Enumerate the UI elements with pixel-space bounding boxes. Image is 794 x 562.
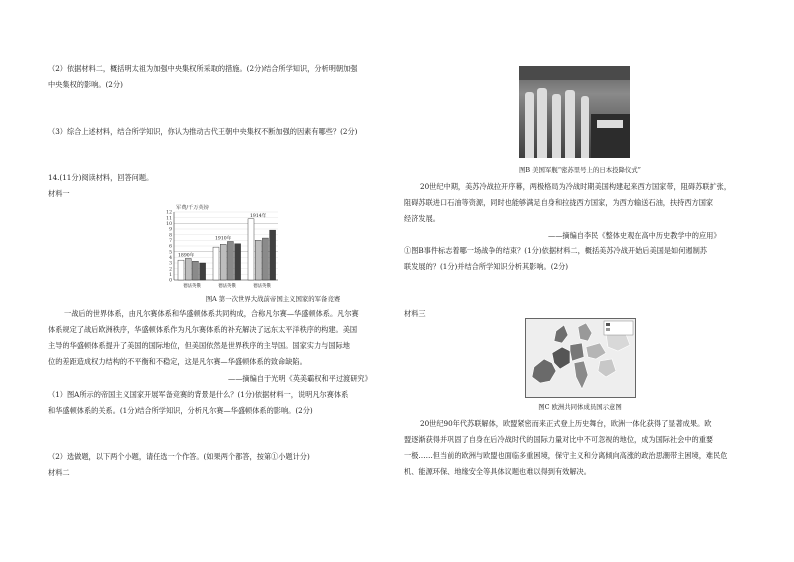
question-14-1-cont: 和华盛顿体系的关系。(1分)结合所学知识，分析凡尔赛—华盛顿体系的影响。(2分): [48, 406, 313, 415]
photo-caption: 图B 美国军舰“密苏里号上的日本投降仪式”: [519, 166, 641, 174]
bar: [248, 219, 254, 280]
material-3-line2: 盟逐渐获得并巩固了自身在后冷战时代的国际力量对比中不可忽视的地位，成为国际社会中的重要: [404, 435, 714, 444]
year-label: 1890年: [178, 253, 195, 259]
y-tick-label: 2: [169, 267, 172, 273]
y-tick-label: 10: [166, 221, 172, 227]
material-3-line4: 机、能源环保、地缘安全等具体议题也难以得到有效解决。: [404, 467, 591, 476]
material-2-line2: 阻碍苏联进口石油等资源，同时也能够满足自身和拉拢西方国家，为西方输送石油，扶持西方国家: [404, 198, 714, 207]
material-1-line2: 体系规定了战后欧洲秩序，华盛顿体系作为凡尔赛体系的补充解决了远东太平洋秩序的构建。美国: [48, 325, 358, 334]
question-14-2: （2）选做题，以下两个小题，请任选一个作答。(如果两个都答，按第①小题计分): [48, 452, 310, 461]
y-axis-label: 军费/千万英镑: [176, 205, 209, 211]
map-caption: 图C 欧洲共同体成员国示意图: [538, 403, 622, 411]
x-category-label: 德法英俄: [183, 284, 201, 289]
x-category-label: 德法英俄: [218, 284, 236, 289]
y-tick-label: 4: [169, 255, 172, 261]
bar: [270, 230, 276, 280]
material-1-line4: 位的差距造成权力结构的不平衡和不稳定，这是凡尔赛—华盛顿体系的致命缺陷。: [48, 357, 307, 366]
y-tick-label: 8: [169, 233, 172, 239]
europe-community-map: [525, 318, 636, 398]
y-tick-label: 5: [169, 250, 172, 256]
material-3-line1: 20世纪90年代苏联解体，欧盟紧密而来正式登上历史舞台，欧洲一体化获得了显著成果。欧: [420, 419, 712, 428]
question-2-cont: 中央集权的影响。(2分): [48, 80, 123, 89]
question-2: （2）依据材料二，概括明太祖为加强中央集权所采取的措施。(2分)结合所学知识，分析明朝加强: [48, 64, 358, 73]
y-tick-label: 6: [169, 244, 172, 250]
bar: [200, 263, 206, 280]
y-tick-label: 9: [169, 227, 172, 233]
question-m2-1: ①图B事件标志着哪一场战争的结束？(1分)依据材料二，概括美苏冷战开始后美国是如何遏制苏: [404, 246, 707, 255]
material-1-line1: 一战后的世界体系，由凡尔赛体系和华盛顿体系共同构成，合称凡尔赛—华盛顿体系。凡尔赛: [64, 309, 359, 318]
bar: [192, 261, 198, 280]
material-1-line3: 主导的华盛顿体系提升了美国的国际地位，但美国依然是世界秩序的主导国。国家实力与国际地: [48, 341, 350, 350]
question-m2-1-cont: 联发展的？(1分)并结合所学知识分析其影响。(2分): [404, 262, 569, 271]
bar: [262, 238, 268, 280]
material-3-line3: 一极……但当前的欧洲与欧盟也面临多重困境，保守主义和分离倾向高涨的政治思潮带主困境，难民危: [404, 451, 728, 460]
x-category-label: 德法英俄: [253, 284, 271, 289]
question-14-1: （1）图A所示的帝国主义国家开展军备竞赛的背景是什么？(1分)依据材料一，说明凡尔赛体系: [48, 390, 349, 399]
surrender-ceremony-photo: [519, 66, 630, 158]
y-tick-label: 3: [169, 261, 172, 267]
bar: [185, 258, 191, 280]
question-3: （3）综合上述材料，结合所学知识，你认为推动古代王朝中央集权不断加强的因素有哪些？(2分): [48, 127, 358, 136]
question-14-heading: 14.(11分)阅读材料，回答问题。: [48, 173, 154, 182]
material-2-line1: 20世纪中期，美苏冷战拉开序幕，两极格局为冷战时期美国构建起来西方国家带，阻碍苏联扩张，: [420, 182, 732, 191]
y-tick-label: 11: [166, 216, 172, 222]
chart-caption: 图A 第一次世界大战前帝国主义国家的军备竞赛: [205, 295, 341, 303]
bar: [178, 260, 184, 280]
material-2-line3: 经济发展。: [404, 214, 440, 223]
y-tick-label: 12: [166, 210, 172, 216]
bar: [213, 247, 219, 280]
material-2-source: ——摘编自李民《整体史观在高中历史教学中的应用》: [548, 231, 721, 240]
y-tick-label: 0: [169, 278, 172, 284]
bar: [255, 240, 261, 280]
y-tick-label: 1: [169, 272, 172, 278]
year-label: 1914年: [250, 213, 267, 219]
y-tick-label: 7: [169, 238, 172, 244]
bar: [235, 244, 241, 280]
bar: [220, 244, 226, 280]
arms-race-chart: [160, 203, 282, 293]
year-label: 1910年: [215, 236, 232, 242]
material-2-label: 材料二: [48, 468, 70, 477]
material-1-label: 材料一: [48, 189, 70, 198]
material-3-label: 材料三: [404, 309, 426, 318]
material-1-source: ——摘编自于光明《英美霸权和平过渡研究》: [228, 374, 372, 383]
bar: [227, 241, 233, 280]
